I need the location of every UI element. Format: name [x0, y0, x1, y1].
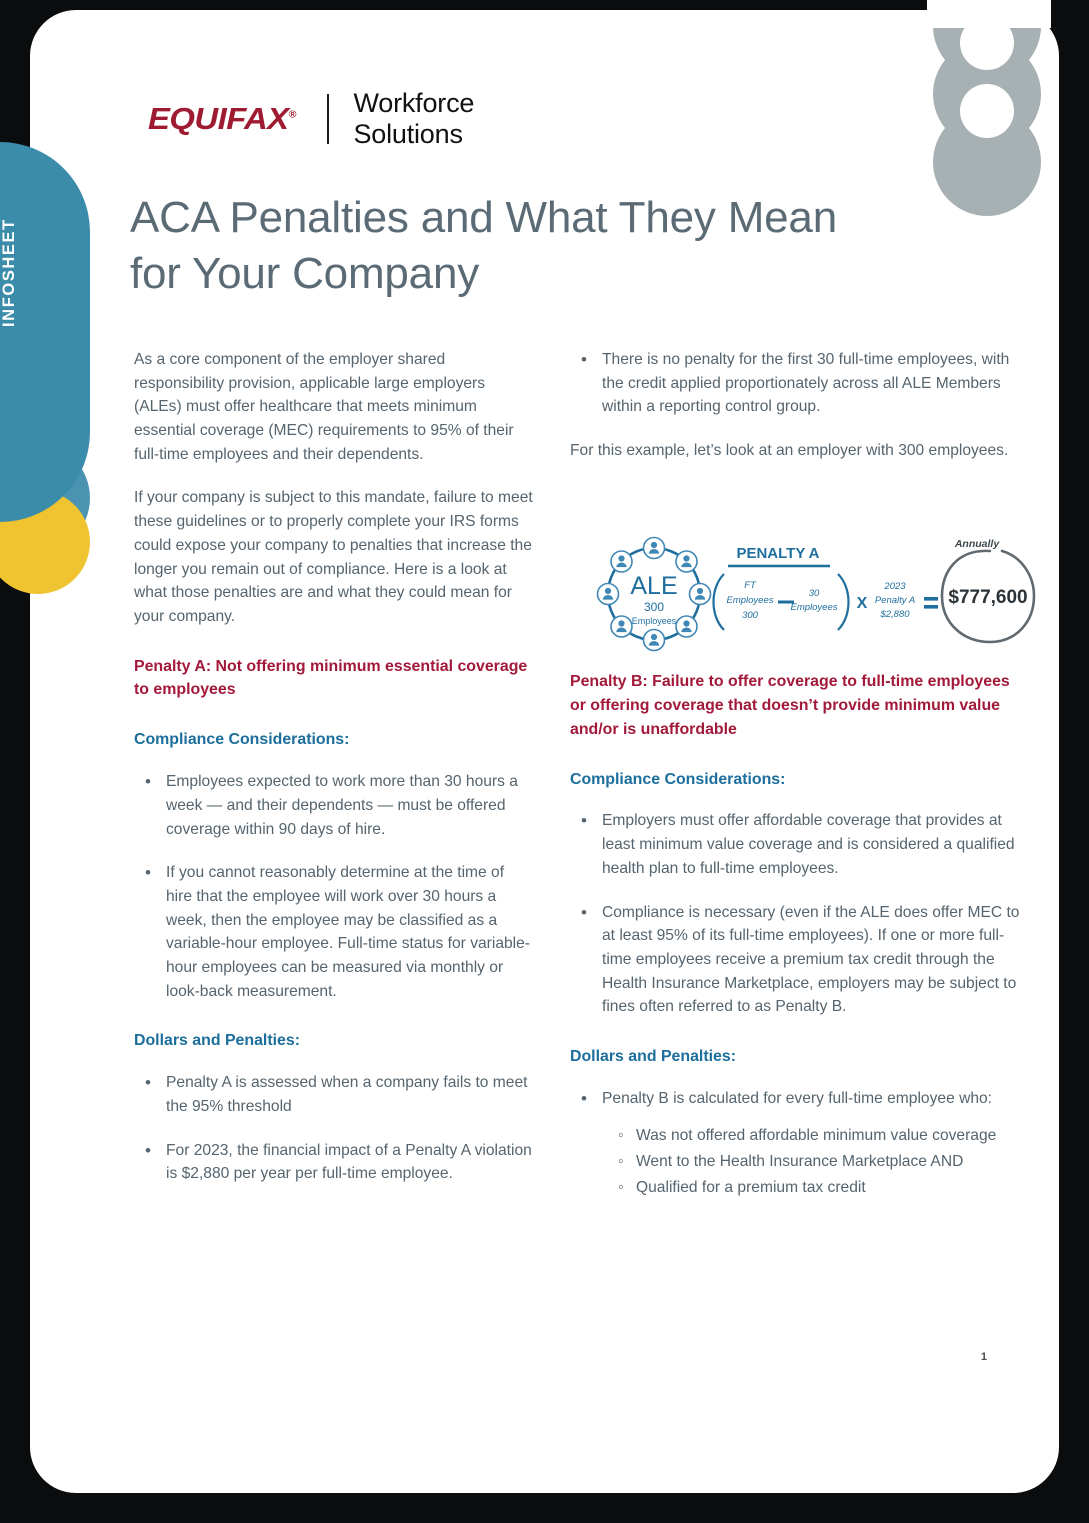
document-page [0, 10, 1059, 1493]
right-top-list [570, 348, 1030, 419]
equifax-wordmark: EQUIFAX® [148, 101, 296, 136]
right-compliance-heading: Compliance Considerations: [570, 770, 786, 788]
equals-sign [924, 597, 938, 609]
list-item: • For 2023, the financial impact of a Penalty A violation is $2,880 per year per full-time employee. [162, 1139, 534, 1186]
list-item: • If you cannot reasonably determine at the time of hire that the employee will work over 30 hours a week, then the employee may be classified as a variable-hour employee. Full-time status for variable-hour employees can be measured via monthly or look-back measurement. [162, 861, 534, 1003]
term2-line2: Employees [790, 602, 838, 613]
formula-title: PENALTY A [736, 545, 820, 562]
equifax-brandmark-icon [933, 0, 1041, 182]
times-sign: X [856, 595, 868, 612]
infosheet-side-tab [0, 142, 90, 522]
list-item: • There is no penalty for the first 30 full-time employees, with the credit applied proportionately across all ALE Members within a reporting control group. [598, 348, 1030, 419]
list-item: • Employers must offer affordable coverage that provides at least minimum value coverage and is considered a qualified health plan to full-time employees. [598, 809, 1030, 880]
workforce-solutions-wordmark [353, 88, 474, 150]
term1-line2: Employees [726, 595, 774, 606]
term1-line3: 300 [742, 610, 758, 621]
term2-line1: 30 [808, 588, 820, 599]
result-value: $777,600 [948, 587, 1028, 608]
right-column-top [570, 348, 1030, 481]
list-item: • Compliance is necessary (even if the ALE does offer MEC to at least 95% of its full-time employees). If one or more full-time employees receive a premium tax credit through the Health Insurance Marketplace, employers may be subject to fines often referred to as Penalty B. [598, 901, 1030, 1019]
result-caption: Annually [954, 538, 1000, 550]
multiplier-line3: $2,880 [880, 609, 910, 620]
list-item: ◦ Qualified for a premium tax credit [636, 1176, 1030, 1200]
page-number: 1 [980, 1351, 987, 1363]
term1-line1: FT [744, 580, 756, 591]
registered-mark: ® [288, 109, 296, 121]
list-item: • Employees expected to work more than 30 hours a week — and their dependents — must be offered coverage within 90 days of hire. [162, 770, 534, 841]
equifax-workforce-solutions-logo [148, 88, 474, 150]
multiplier-line1: 2023 [884, 581, 906, 592]
right-dollars-list [570, 1087, 1030, 1200]
infosheet-side-tab-label: INFOSHEET [0, 218, 18, 327]
right-dollars-heading: Dollars and Penalties: [570, 1047, 737, 1065]
list-item: ◦ Was not offered affordable minimum value coverage [636, 1124, 1030, 1148]
ale-label: ALE [630, 572, 678, 600]
intro-paragraph-1: As a core component of the employer shared responsibility provision, applicable large employers (ALEs) must offer healthcare that meets minimum essential coverage (MEC) requirements to 95% of their full-time employees and their dependents. [134, 351, 514, 463]
left-compliance-heading: Compliance Considerations: [134, 731, 350, 749]
right-compliance-list [570, 809, 1030, 1019]
multiplier-line2: Penalty A [874, 595, 916, 606]
logo-divider [327, 94, 329, 144]
left-dollars-list [134, 1071, 534, 1186]
left-compliance-list [134, 770, 534, 1003]
ale-count: 300 [643, 600, 665, 614]
list-item [598, 1087, 1030, 1200]
left-dollars-heading: Dollars and Penalties: [134, 1032, 301, 1050]
penalty-b-heading: Penalty B: Failure to offer coverage to full-time employees or offering coverage that doesn’t provide minimum value and/or is unaffordable [570, 673, 1010, 738]
intro-paragraph-2: If your company is subject to this mandate, failure to meet these guidelines or to properly complete your IRS forms could expose your company to penalties that increase the longer you remain out of compliance. Here is a look at what those penalties are and what they could mean for your company. [134, 489, 533, 625]
left-column [134, 348, 534, 1206]
dollars-bullet-intro: Penalty B is calculated for every full-time employee who: [602, 1089, 993, 1107]
example-paragraph: For this example, let’s look at an employer with 300 employees. [570, 442, 1009, 460]
right-dollars-sublist [602, 1124, 1030, 1199]
solutions-line: Solutions [353, 119, 463, 149]
workforce-line: Workforce [353, 88, 475, 119]
penalty-a-heading: Penalty A: Not offering minimum essential coverage to employees [134, 657, 528, 699]
right-column-bottom [570, 670, 1030, 1220]
list-item: • Penalty A is assessed when a company fails to meet the 95% threshold [162, 1071, 534, 1118]
penalty-a-calculation-infographic [598, 530, 1038, 658]
list-item: ◦ Went to the Health Insurance Marketplace AND [636, 1150, 1030, 1174]
ale-count-label: Employees [631, 616, 677, 626]
page-title: ACA Penalties and What They Mean for Your Company [130, 193, 837, 298]
